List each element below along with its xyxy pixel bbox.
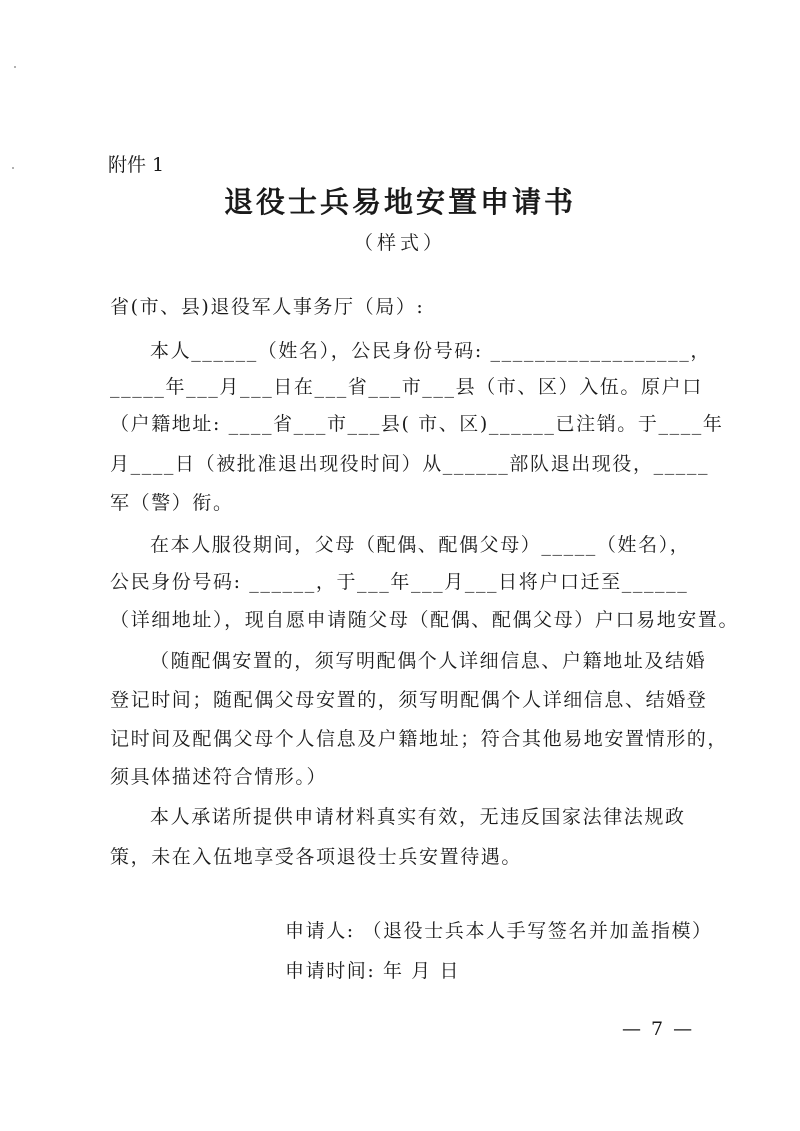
page-number: — 7 — bbox=[622, 1018, 695, 1040]
applicant-signature-line: 申请人: （退役士兵本人手写签名并加盖指模） bbox=[285, 920, 713, 942]
paragraph-1-line: 月____日（被批准退出现役时间）从______部队退出现役，_____ bbox=[110, 453, 710, 475]
paragraph-3-line: 记时间及配偶父母个人信息及户籍地址；符合其他易地安置情形的， bbox=[110, 728, 729, 750]
paragraph-2-line: 公民身份号码: ______，于___年___月___日将户口迁至______ bbox=[110, 571, 689, 593]
document-subtitle: （样式） bbox=[353, 232, 446, 254]
paragraph-2-line: （详细地址），现自愿申请随父母（配偶、配偶父母）户口易地安置。 bbox=[110, 609, 740, 631]
paragraph-2-line: 在本人服役期间，父母（配偶、配偶父母）_____（姓名）， bbox=[150, 534, 691, 556]
addressee: 省(市、县)退役军人事务厅（局）: bbox=[110, 296, 425, 318]
paragraph-3-line: 须具体描述符合情形。） bbox=[110, 766, 328, 788]
attachment-label: 附件 1 bbox=[108, 154, 165, 176]
paragraph-1-line: 本人______（姓名），公民身份号码: __________________， bbox=[150, 340, 711, 362]
document-title: 退役士兵易地安置申请书 bbox=[223, 185, 576, 219]
paragraph-4-line: 策，未在入伍地享受各项退役士兵安置待遇。 bbox=[110, 846, 523, 868]
paragraph-3-line: （随配偶安置的，须写明配偶个人详细信息、户籍地址及结婚 bbox=[150, 650, 707, 672]
paragraph-3-line: 登记时间；随配偶父母安置的，须写明配偶个人详细信息、结婚登 bbox=[110, 689, 708, 711]
scan-speck bbox=[12, 167, 14, 169]
paragraph-4-line: 本人承诺所提供申请材料真实有效，无违反国家法律法规政 bbox=[150, 806, 686, 828]
paragraph-1-line: _____年___月___日在___省___市___县（市、区）入伍。原户口 bbox=[110, 376, 703, 398]
paragraph-1-line: 军（警）衔。 bbox=[110, 492, 234, 514]
paragraph-1-line: （户籍地址: ____省___市___县( 市、区)______已注销。于____年 bbox=[110, 413, 724, 435]
scan-speck bbox=[14, 66, 16, 68]
application-date-line: 申请时间: 年 月 日 bbox=[285, 960, 461, 982]
